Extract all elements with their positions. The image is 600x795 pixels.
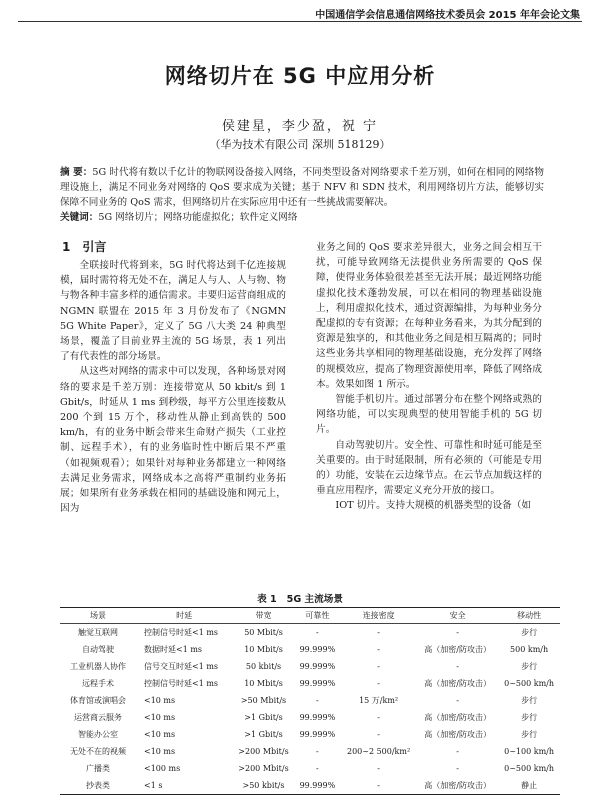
- running-head: 中国通信学会信息通信网络技术委员会 2015 年年会论文集: [315, 10, 580, 21]
- table-cell: >1 Gbit/s: [244, 730, 283, 739]
- table-header-cell: 场景: [60, 608, 136, 624]
- table-cell: 99.999%: [299, 662, 336, 671]
- table-cell: >1 Gbit/s: [244, 713, 283, 722]
- table-cell: 高（加密/防攻击）: [424, 781, 491, 790]
- table-cell: 200~2 500/km²: [346, 747, 411, 756]
- table-cell: 步行: [521, 696, 538, 705]
- section-heading: [62, 238, 106, 255]
- body-paragraph: 业务之间的 QoS 要求差异很大，业务之间会相互干扰，可能导致网络无法提供业务所需要的 QoS 保障，使得业务体验很差甚至无法开展；最近网络功能虚拟化技术蓬勃发展，可以在相同的物理基础设施上，利用虚拟化技术，通过资源编排，为每种业务分配虚拟的专有资源；在每种业务看来，为其分配到的资源是独享的，和其他业务之间是相互隔离的；同时这些业务共享相同的物理基础设施，充分发挥了网络的规模效应，提高了物理资源使用率，降低了网络成本。效果如图 1 所示。: [316, 242, 542, 390]
- paper-affiliation: （华为技术有限公司 深圳 518129）: [209, 138, 391, 151]
- table-cell: -: [377, 713, 380, 722]
- table-cell: 高（加密/防攻击）: [424, 730, 491, 739]
- table-cell: -: [316, 747, 319, 756]
- table-row: [60, 658, 560, 675]
- scenario-table: [60, 607, 560, 795]
- table-body: [60, 624, 560, 795]
- table-cell: -: [377, 662, 380, 671]
- table-cell: -: [456, 696, 459, 705]
- table-row: [60, 709, 560, 726]
- table-cell: -: [316, 764, 319, 773]
- keywords: [60, 210, 544, 225]
- table-cell: >50 Mbit/s: [240, 696, 287, 705]
- table-cell: 智能办公室: [78, 730, 118, 739]
- table-cell: 远程手术: [82, 679, 114, 688]
- table-row: [60, 760, 560, 777]
- table-cell: 数据时延<1 ms: [144, 645, 203, 654]
- table-cell: 50 Mbit/s: [244, 628, 283, 637]
- table-cell: 15 万/km²: [359, 696, 399, 705]
- table-cell: 广播类: [86, 764, 110, 773]
- table-header-cell: 移动性: [498, 608, 560, 624]
- section-number: 1: [62, 240, 71, 254]
- table-cell: 50 kbit/s: [245, 662, 282, 671]
- keywords-text: 5G 网络切片；网络功能虚拟化；软件定义网络: [98, 212, 298, 223]
- table-cell: -: [377, 764, 380, 773]
- table-cell: <10 ms: [144, 730, 176, 739]
- table-cell: 运营商云服务: [74, 713, 122, 722]
- table-cell: -: [456, 764, 459, 773]
- table-cell: -: [456, 747, 459, 756]
- body-paragraph: 智能手机切片。通过部署分布在整个网络或熟的网络功能，可以实现典型的使用智能手机的 5G 切片。: [316, 394, 542, 436]
- table-cell: 信号交互时延<1 ms: [144, 662, 219, 671]
- table-cell: 0~500 km/h: [504, 764, 555, 773]
- table-cell: 无处不在的视频: [70, 747, 126, 756]
- table-cell: <100 ms: [144, 764, 181, 773]
- abstract: [60, 165, 544, 210]
- table-header-cell: 时延: [136, 608, 232, 624]
- paper-title: 网络切片在 5G 中应用分析: [164, 64, 436, 88]
- table-caption: [0, 591, 600, 605]
- table-cell: 99.999%: [299, 730, 336, 739]
- table-cell: 体育馆或演唱会: [70, 696, 126, 705]
- body-paragraph: 自动驾驶切片。安全性、可靠性和时延可能是至关重要的。由于时延限制，所有必须的（可能是专用的）功能，安装在云边缘节点。在云节点加载这样的垂直应用程序，需要定义充分开放的接口。: [316, 439, 542, 497]
- table-cell: >50 kbit/s: [242, 781, 285, 790]
- section-title: 引言: [82, 240, 107, 254]
- table-cell: 工业机器人协作: [70, 662, 126, 671]
- table-cell: 99.999%: [299, 781, 336, 790]
- table-cell: 步行: [521, 713, 538, 722]
- left-column: [60, 258, 286, 516]
- table-cell: -: [377, 645, 380, 654]
- table-cell: -: [456, 628, 459, 637]
- table-row: [60, 692, 560, 709]
- table-header-cell: 可靠性: [295, 608, 340, 624]
- table-cell: -: [377, 628, 380, 637]
- table-cell: 抄表类: [86, 781, 110, 790]
- table-row: [60, 624, 560, 642]
- table-row: [60, 726, 560, 743]
- table-cell: 500 km/h: [510, 645, 549, 654]
- table-cell: 步行: [521, 628, 538, 637]
- table-cell: 0~100 km/h: [504, 747, 555, 756]
- keywords-label: 关键词：: [60, 212, 99, 223]
- table-number: 表 1: [257, 594, 277, 605]
- table-cell: -: [377, 730, 380, 739]
- body-paragraph: IOT 切片。支持大规模的机器类型的设备（如: [335, 500, 532, 512]
- abstract-text: 5G 时代将有数以千亿计的物联网设备接入网络，不同类型设备对网络要求千差万别，如何在相同的网络物理设施上，满足不同业务对网络的 QoS 要求成为关键；基于 NFV 和 SDN 技术，利用网络切片方法，能够切实保障不同业务的 QoS 需求，但网络切片在实际应用中还有一些挑战需要解决。: [60, 167, 544, 208]
- table-cell: 99.999%: [299, 713, 336, 722]
- table-header-cell: 安全: [417, 608, 498, 624]
- table-cell: 控制信号时延<1 ms: [144, 679, 219, 688]
- body-paragraph: 从这些对网络的需求中可以发现，各种场景对网络的要求是千差万别：连接带宽从 50 kbit/s 到 1 Gbit/s，时延从 1 ms 到秒级，每平方公里连接数从 200 个到 15 万个，移动性从静止到高铁的 500 km/h，有的业务中断会带来生命财产损失（工业控制、远程手术），有的业务临时性中断后果不严重（如视频观看）；如果针对每种业务都建立一种网络去满足业务需求，网络成本之高将严重制约业务拓展；如果所有业务承载在相同的基础设施和网元上，因为: [60, 366, 286, 515]
- abstract-label: 摘 要：: [60, 167, 93, 178]
- table-cell: 高（加密/防攻击）: [424, 679, 491, 688]
- body-paragraph: 全联接时代将到来，5G 时代将达到千亿连接规模，届时需符将无处不在，满足人与人、人与物、物与物各种丰富多样的通信需求。丰要归运营商组成的 NGMN 联盟在 2015 年 3 月份发布了《NGMN 5G White Paper》，定义了 5G 八大类 24 种典型场景，覆盖了目前业界主流的 5G 场景，表 1 列出了有代表性的部分场景。: [60, 260, 286, 363]
- table-cell: 静止: [521, 781, 538, 790]
- table-cell: 高（加密/防攻击）: [424, 713, 491, 722]
- table-cell: 99.999%: [299, 645, 336, 654]
- right-column: [316, 240, 542, 514]
- table-cell: <10 ms: [144, 696, 176, 705]
- table-cell: 高（加密/防攻击）: [424, 645, 491, 654]
- table-cell: 10 Mbit/s: [244, 645, 283, 654]
- table-row: [60, 675, 560, 692]
- table-cell: >200 Mbit/s: [238, 747, 289, 756]
- table-cell: 控制信号时延<1 ms: [144, 628, 219, 637]
- table-header-cell: 带宽: [232, 608, 294, 624]
- table-cell: <10 ms: [144, 747, 176, 756]
- table-cell: 步行: [521, 730, 538, 739]
- table-cell: 0~500 km/h: [504, 679, 555, 688]
- table-cell: >200 Mbit/s: [238, 764, 289, 773]
- table-cell: -: [377, 679, 380, 688]
- table-cell: <10 ms: [144, 713, 176, 722]
- table-row: [60, 641, 560, 658]
- header-rule: [18, 21, 582, 22]
- table-cell: -: [316, 628, 319, 637]
- table-cell: 触觉互联网: [78, 628, 118, 637]
- table-cell: 自动驾驶: [82, 645, 114, 654]
- table-cell: -: [316, 696, 319, 705]
- table-cell: 99.999%: [299, 679, 336, 688]
- table-cell: <1 s: [144, 781, 163, 790]
- table-header-cell: 连接密度: [340, 608, 417, 624]
- table-header-row: [60, 608, 560, 624]
- table-cell: -: [456, 662, 459, 671]
- table-row: [60, 777, 560, 795]
- paper-authors: 侯建星，李少盈，祝 宁: [221, 119, 379, 134]
- table-cell: -: [377, 781, 380, 790]
- table-cell: 10 Mbit/s: [244, 679, 283, 688]
- table-caption-text: 5G 主流场景: [286, 594, 343, 605]
- table-cell: 步行: [521, 662, 538, 671]
- table-row: [60, 743, 560, 760]
